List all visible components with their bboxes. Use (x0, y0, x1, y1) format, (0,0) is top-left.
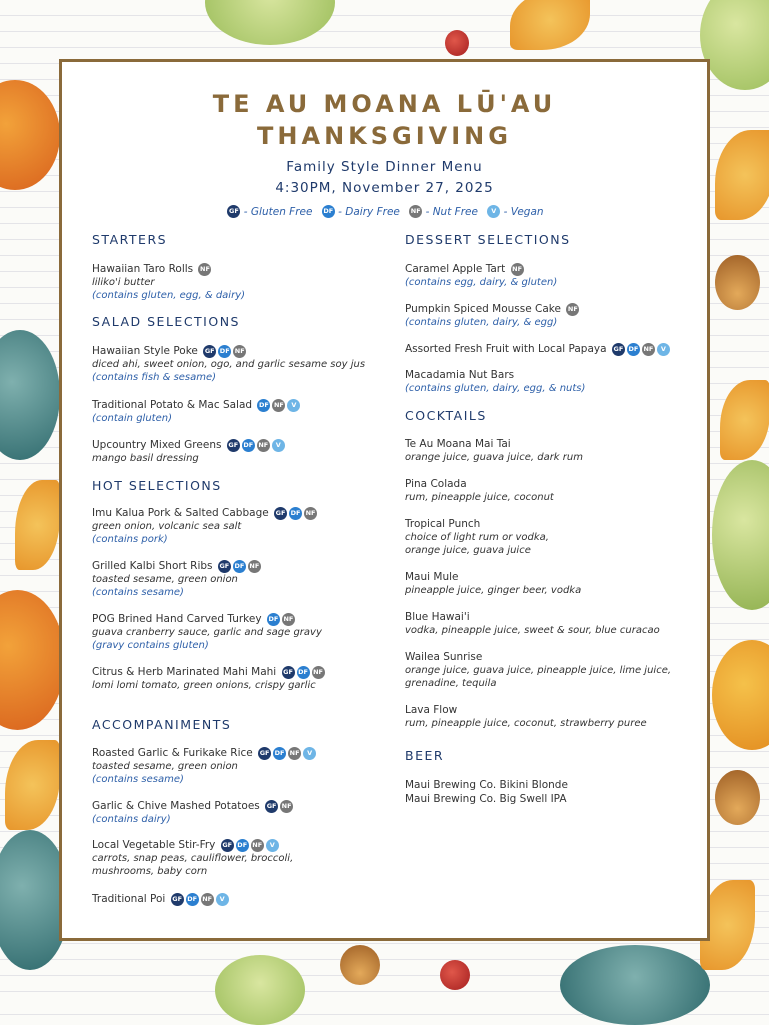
item-description: liliko'i butter (92, 277, 155, 288)
berry-illustration (445, 30, 469, 56)
pumpkin-illustration (215, 955, 305, 1025)
item-name: POG Brined Hand Carved Turkey (92, 613, 262, 625)
leaf-illustration (720, 380, 769, 460)
legend-nut-free: - Nut Free (425, 205, 478, 218)
dairy-free-icon: DF (289, 507, 302, 520)
leaf-illustration (715, 130, 769, 220)
pumpkin-illustration (712, 460, 769, 610)
nut-free-icon: NF (251, 839, 264, 852)
item-description: mushrooms, baby corn (92, 866, 208, 877)
item-name: Imu Kalua Pork & Salted Cabbage (92, 507, 269, 519)
pumpkin-illustration (0, 590, 65, 730)
dairy-free-icon: DF (186, 893, 199, 906)
event-datetime: 4:30PM, November 27, 2025 (275, 180, 494, 196)
menu-item (92, 746, 392, 786)
gluten-free-icon: GF (171, 893, 184, 906)
menu-subtitle: Family Style Dinner Menu (286, 159, 483, 175)
vegan-icon: V (287, 399, 300, 412)
item-description: carrots, snap peas, cauliflower, broccoli, (92, 853, 294, 864)
menu-item (92, 262, 392, 302)
gluten-free-icon: GF (258, 747, 271, 760)
item-description: rum, pineapple juice, coconut (405, 492, 554, 503)
dairy-free-icon: DF (218, 345, 231, 358)
gluten-free-icon: GF (282, 666, 295, 679)
nut-free-icon: NF (288, 747, 301, 760)
item-description: diced ahi, sweet onion, ogo, and garlic sesame soy jus (92, 359, 366, 370)
menu-item (92, 892, 392, 906)
gluten-free-icon: GF (227, 205, 240, 218)
pumpkin-illustration (0, 80, 60, 190)
item-name: Blue Hawai'i (405, 611, 470, 623)
dairy-free-icon: DF (267, 613, 280, 626)
nut-free-icon: NF (201, 893, 214, 906)
nut-free-icon: NF (304, 507, 317, 520)
nut-free-icon: NF (282, 613, 295, 626)
gluten-free-icon: GF (218, 560, 231, 573)
nut-free-icon: NF (272, 399, 285, 412)
vegan-icon: V (487, 205, 500, 218)
item-name: Citrus & Herb Marinated Mahi Mahi (92, 666, 277, 678)
vegan-icon: V (266, 839, 279, 852)
item-name: Garlic & Chive Mashed Potatoes (92, 800, 260, 812)
item-allergen-note: (contains sesame) (92, 587, 184, 598)
legend-vegan: - Vegan (503, 205, 544, 218)
gluten-free-icon: GF (221, 839, 234, 852)
item-description: toasted sesame, green onion (92, 761, 238, 772)
item-name: Traditional Poi (92, 893, 166, 905)
dairy-free-icon: DF (297, 666, 310, 679)
nut-free-icon: NF (511, 263, 524, 276)
section-beer: BEER (405, 748, 445, 763)
beer-item: Maui Brewing Co. Big Swell IPA (405, 793, 567, 805)
item-allergen-note: (contains egg, dairy, & gluten) (405, 277, 558, 288)
menu-item (405, 517, 705, 557)
menu-item (405, 302, 705, 329)
dairy-free-icon: DF (273, 747, 286, 760)
nut-free-icon: NF (257, 439, 270, 452)
item-description: green onion, volcanic sea salt (92, 521, 242, 532)
pumpkin-illustration (560, 945, 710, 1025)
item-name: Local Vegetable Stir-Fry (92, 839, 216, 851)
gluten-free-icon: GF (203, 345, 216, 358)
item-description: grenadine, tequila (405, 678, 497, 689)
section-cocktails: COCKTAILS (405, 408, 487, 423)
item-name: Caramel Apple Tart (405, 263, 506, 275)
acorn-illustration (715, 255, 760, 310)
item-name: Upcountry Mixed Greens (92, 439, 222, 451)
item-name: Lava Flow (405, 704, 458, 716)
vegan-icon: V (216, 893, 229, 906)
item-name: Hawaiian Taro Rolls (92, 263, 194, 275)
item-description: orange juice, guava juice (405, 545, 531, 556)
item-name: Macadamia Nut Bars (405, 369, 515, 381)
item-description: vodka, pineapple juice, sweet & sour, blue curacao (405, 625, 660, 636)
item-description: orange juice, guava juice, pineapple juice, lime juice, (405, 665, 672, 676)
acorn-illustration (715, 770, 760, 825)
dairy-free-icon: DF (257, 399, 270, 412)
nut-free-icon: NF (642, 343, 655, 356)
item-description: choice of light rum or vodka, (405, 532, 549, 543)
item-name: Pina Colada (405, 478, 467, 490)
item-name: Wailea Sunrise (405, 651, 483, 663)
leaf-illustration (510, 0, 590, 50)
item-allergen-note: (contains fish & sesame) (92, 372, 217, 383)
menu-item (405, 342, 705, 356)
dairy-free-icon: DF (627, 343, 640, 356)
nut-free-icon: NF (198, 263, 211, 276)
menu-item (92, 665, 392, 692)
beer-item: Maui Brewing Co. Bikini Blonde (405, 779, 568, 791)
menu-item (92, 398, 392, 425)
item-allergen-note: (gravy contains gluten) (92, 640, 209, 651)
menu-item (405, 437, 705, 464)
legend-gluten-free: - Gluten Free (243, 205, 313, 218)
nut-free-icon: NF (312, 666, 325, 679)
section-accompaniments: ACCOMPANIMENTS (92, 717, 232, 732)
section-dessert: DESSERT SELECTIONS (405, 232, 571, 247)
item-name: Grilled Kalbi Short Ribs (92, 560, 213, 572)
menu-item (92, 799, 392, 826)
dairy-free-icon: DF (233, 560, 246, 573)
item-description: mango basil dressing (92, 453, 199, 464)
menu-item (92, 559, 392, 599)
item-name: Maui Mule (405, 571, 459, 583)
menu-item (405, 778, 705, 806)
menu-item (92, 344, 392, 384)
gluten-free-icon: GF (274, 507, 287, 520)
pumpkin-illustration (205, 0, 335, 45)
item-allergen-note: (contain gluten) (92, 413, 172, 424)
dietary-legend (62, 204, 707, 218)
item-description: pineapple juice, ginger beer, vodka (405, 585, 582, 596)
pumpkin-illustration (700, 0, 769, 90)
item-allergen-note: (contains dairy) (92, 814, 171, 825)
item-name: Hawaiian Style Poke (92, 345, 198, 357)
item-allergen-note: (contains gluten, egg, & dairy) (92, 290, 246, 301)
item-name: Te Au Moana Mai Tai (405, 438, 511, 450)
menu-title-line2: THANKSGIVING (257, 122, 512, 150)
gluten-free-icon: GF (265, 800, 278, 813)
item-description: rum, pineapple juice, coconut, strawberry puree (405, 718, 647, 729)
item-name: Roasted Garlic & Furikake Rice (92, 747, 253, 759)
menu-item (405, 703, 705, 730)
item-allergen-note: (contains pork) (92, 534, 168, 545)
vegan-icon: V (657, 343, 670, 356)
menu-item (92, 438, 392, 465)
menu-item (405, 368, 705, 395)
leaf-illustration (5, 740, 60, 830)
gluten-free-icon: GF (227, 439, 240, 452)
gluten-free-icon: GF (612, 343, 625, 356)
menu-item (405, 477, 705, 504)
berry-illustration (440, 960, 470, 990)
section-salad: SALAD SELECTIONS (92, 314, 240, 329)
item-name: Traditional Potato & Mac Salad (92, 399, 253, 411)
nut-free-icon: NF (409, 205, 422, 218)
section-starters: STARTERS (92, 232, 168, 247)
nut-free-icon: NF (233, 345, 246, 358)
vegan-icon: V (303, 747, 316, 760)
item-name: Pumpkin Spiced Mousse Cake (405, 303, 561, 315)
dairy-free-icon: DF (236, 839, 249, 852)
nut-free-icon: NF (280, 800, 293, 813)
leaf-illustration (15, 480, 60, 570)
item-description: lomi lomi tomato, green onions, crispy garlic (92, 680, 316, 691)
menu-item (405, 610, 705, 637)
menu-title-line1: TE AU MOANA LŪ'AU (212, 90, 557, 118)
dairy-free-icon: DF (242, 439, 255, 452)
vegan-icon: V (272, 439, 285, 452)
item-name: Assorted Fresh Fruit with Local Papaya (405, 343, 607, 355)
menu-item (92, 506, 392, 546)
item-allergen-note: (contains gluten, dairy, egg, & nuts) (405, 383, 586, 394)
item-description: guava cranberry sauce, garlic and sage gravy (92, 627, 322, 638)
menu-item (405, 650, 705, 690)
menu-item (92, 612, 392, 652)
nut-free-icon: NF (566, 303, 579, 316)
menu-item (405, 570, 705, 597)
section-hot: HOT SELECTIONS (92, 478, 222, 493)
legend-dairy-free: - Dairy Free (338, 205, 400, 218)
item-description: toasted sesame, green onion (92, 574, 238, 585)
item-allergen-note: (contains sesame) (92, 774, 184, 785)
nut-free-icon: NF (248, 560, 261, 573)
acorn-illustration (340, 945, 380, 985)
menu-item (92, 838, 392, 878)
pumpkin-illustration (0, 330, 60, 460)
menu-item (405, 262, 705, 289)
item-allergen-note: (contains gluten, dairy, & egg) (405, 317, 558, 328)
pumpkin-illustration (712, 640, 769, 750)
item-name: Tropical Punch (405, 518, 481, 530)
dairy-free-icon: DF (322, 205, 335, 218)
menu-card (59, 59, 710, 941)
item-description: orange juice, guava juice, dark rum (405, 452, 583, 463)
